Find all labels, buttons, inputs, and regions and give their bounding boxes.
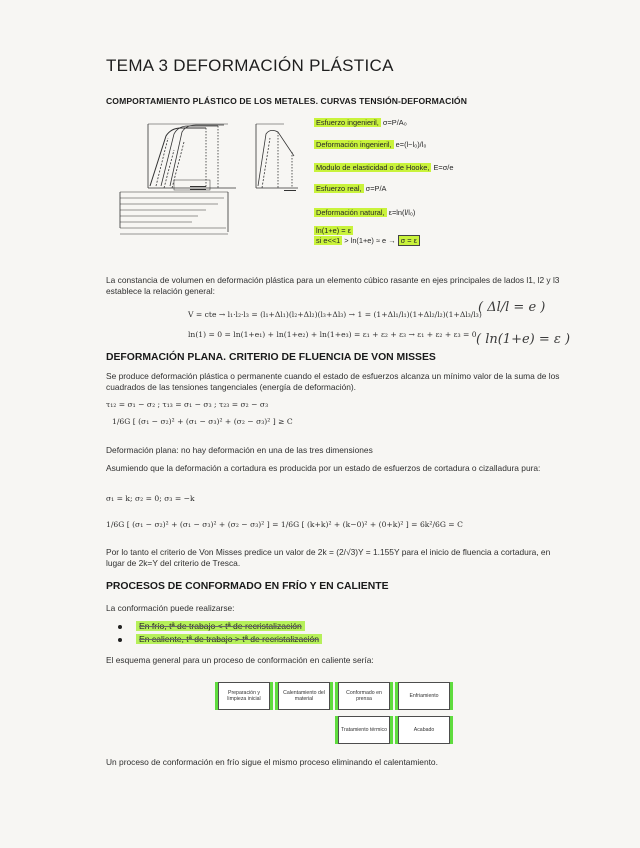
scheme-box-preparation: Preparación y limpieza inicial [218,682,270,710]
shear-assumption-text: Asumiendo que la deformación a cortadura es producida por un estado de esfuerzos de cortadura o cizalladura pura: [106,463,541,473]
section-heading-von-misses: DEFORMACIÓN PLANA. CRITERIO DE FLUENCIA DE VON MISSES [106,352,436,363]
forming-intro: La conformación puede realizarse: [106,603,235,613]
definition-true-stress: Esfuerzo real, σ=P/A [316,184,387,193]
scheme-box-finishing: Acabado [398,716,450,744]
stress-strain-figure [106,116,306,241]
handwritten-note-strain: ( Δl/l = e ) [478,300,546,315]
von-misses-shear-equation: 1/6G [ (σ₁ − σ₂)² + (σ₁ − σ₃)² + (σ₂ − σ₃)² ] = 1/6G [ (k+k)² + (k−0)² + (0+k)² ] = 6k²/6G = C [106,520,463,529]
volume-equation-2: ln(1) = 0 = ln(1+e₁) + ln(1+e₂) + ln(1+e₃) = ε₁ + ε₂ + ε₃ → ε₁ + ε₂ + ε₃ = 0 [188,330,477,339]
von-misses-criterion-equation: 1/6G [ (σ₁ − σ₂)² + (σ₁ − σ₃)² + (σ₂ − σ₃)² ] ≥ C [112,417,293,426]
shear-stress-values: σ₁ = k; σ₂ = 0; σ₃ = −k [106,494,195,503]
scheme-box-heat-treatment: Tratamiento térmico [338,716,390,744]
bullet-cold-forming: En frío, tª de trabajo < tª de recristalización [118,621,305,631]
bullet-hot-forming: En caliente, tª de trabajo > tª de recristalización [118,634,322,644]
scheme-box-cooling: Enfriamiento [398,682,450,710]
plane-strain-text: Deformación plana: no hay deformación en una de las tres dimensiones [106,445,373,455]
bullet-dot [118,625,122,629]
definition-elastic-modulus: Modulo de elasticidad o de Hooke, E=σ/e [316,163,454,172]
definition-engineering-strain: Deformación ingenieril, e=(l−l₀)/l₀ [316,140,427,149]
scheme-box-heating: Calentamiento del material [278,682,330,710]
tau-equations: τ₁₂ = σ₁ − σ₂ ; τ₁₃ = σ₁ − σ₃ ; τ₂₃ = σ₂ − σ₃ [106,400,269,409]
definition-natural-strain: Deformación natural, ε=ln(l/l₀) [316,208,416,217]
ln-relation: ln(1+e) = ε [316,226,351,235]
definition-engineering-stress: Esfuerzo ingenieril, σ=P/A₀ [316,118,407,127]
cold-forming-closing-text: Un proceso de conformación en frío sigue el mismo proceso eliminando el calentamiento. [106,757,438,767]
page-title: TEMA 3 DEFORMACIÓN PLÁSTICA [106,56,394,75]
section-heading-forming-processes: PROCESOS DE CONFORMADO EN FRÍO Y EN CALIENTE [106,581,389,592]
handwritten-note-ln: ( ln(1+e) = ε ) [476,332,571,347]
bullet-dot [118,638,122,642]
von-misses-intro: Se produce deformación plástica o permanente cuando el estado de esfuerzos alcanza un mínimo valor de la suma de los cuadrados de las tensiones tangenciales (energía de deformación). [106,371,560,393]
volume-equation-1: V = cte → l₁·l₂·l₃ = (l₁+Δl₁)(l₂+Δl₂)(l₃+Δl₃) → 1 = (1+Δl₁/l₁)(1+Δl₂/l₂)(1+Δl₃/l₃) [188,310,482,319]
scheme-intro: El esquema general para un proceso de conformación en caliente sería: [106,655,374,665]
volume-constancy-text: La constancia de volumen en deformación plástica para un elemento cúbico rasante en ejes principales de lados l1, l2 y l3 establece la relación general: [106,275,560,297]
small-strain-approximation: si e<<1 > ln(1+e) ≈ e → σ = ε [314,236,420,245]
scheme-box-pressing: Conformado en prensa [338,682,390,710]
von-misses-conclusion: Por lo tanto el criterio de Von Misses predice un valor de 2k = (2/√3)Y = 1.155Y para el inicio de fluencia a cortadura, en lugar de 2k=Y del criterio de Tresca. [106,547,551,569]
section-heading-plastic-behavior: COMPORTAMIENTO PLÁSTICO DE LOS METALES. CURVAS TENSIÓN-DEFORMACIÓN [106,96,468,106]
